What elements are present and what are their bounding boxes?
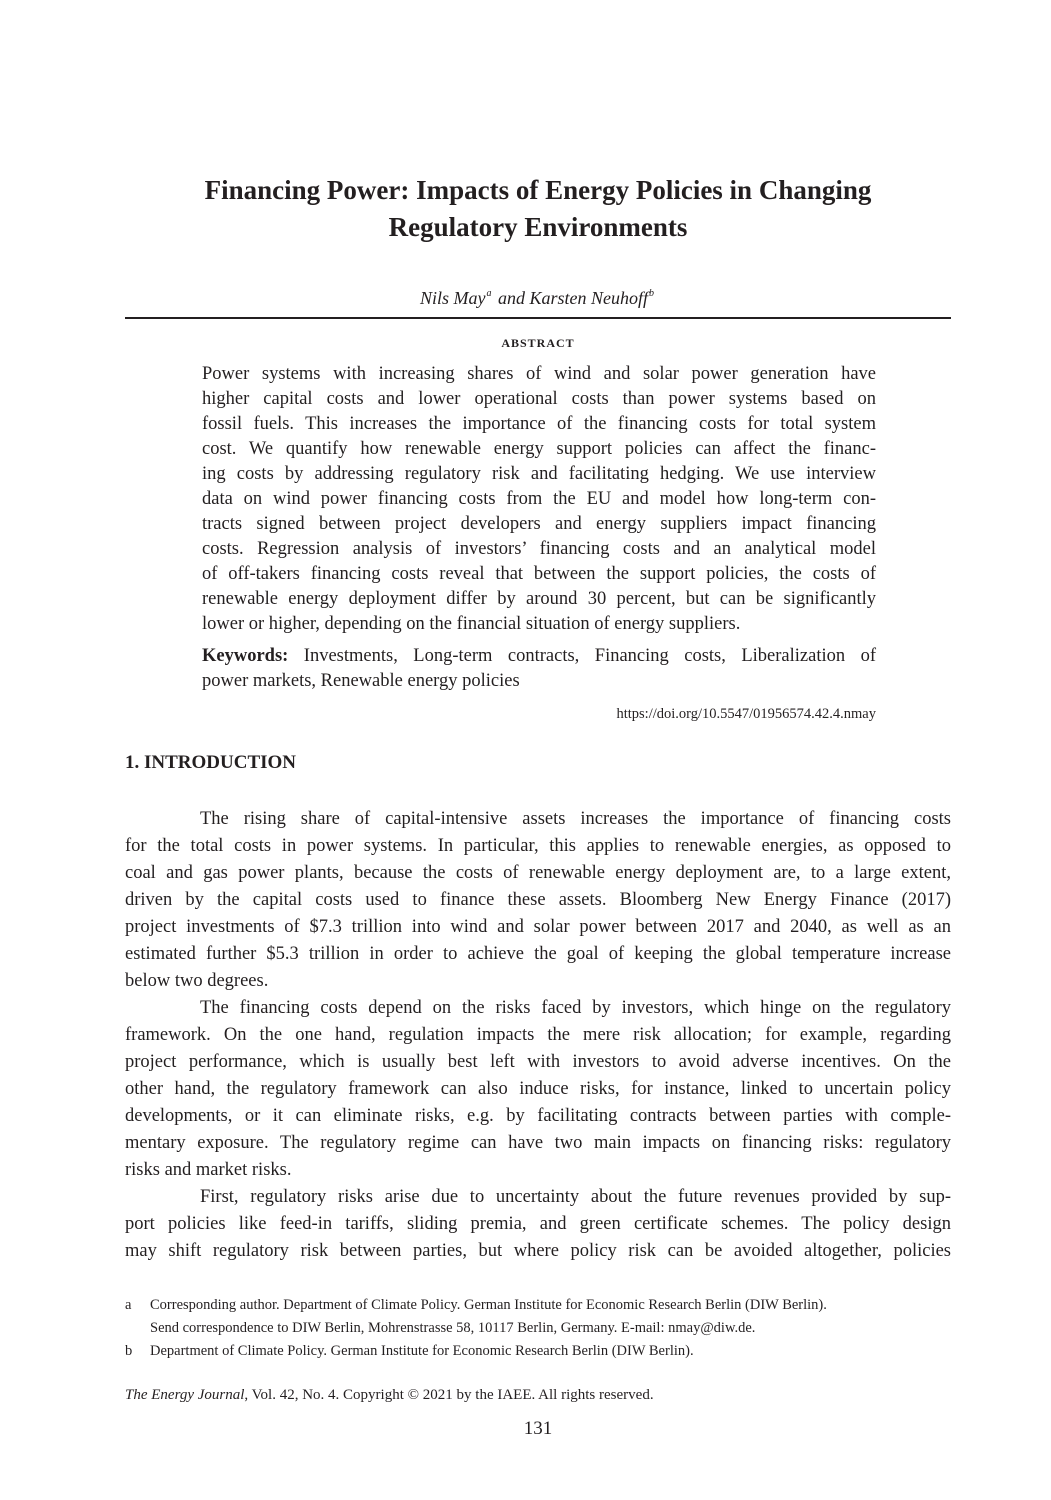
affiliation-mark: a [486,288,492,299]
keywords-label: Keywords: [202,646,289,666]
body-line: port policies like feed-in tariffs, sliding premia, and green certificate schemes. The policy design [125,1214,951,1234]
body-line: risks and market risks. [125,1160,292,1180]
body-line: The financing costs depend on the risks faced by investors, which hinge on the regulatory [200,998,951,1018]
abstract-line: cost. We quantify how renewable energy support policies can affect the financ- [202,439,876,459]
body-line: below two degrees. [125,971,269,991]
journal-citation [125,1387,654,1404]
footnote [125,1294,951,1340]
body-line: project performance, which is usually best left with investors to avoid adverse incentives. On the [125,1052,951,1072]
body-line: mentary exposure. The regulatory regime can have two main impacts on financing risks: regulatory [125,1133,951,1153]
footnote-line: Corresponding author. Department of Climate Policy. German Institute for Economic Research Berlin (DIW Berlin). [150,1297,827,1313]
abstract-line: Power systems with increasing shares of wind and solar power generation have [202,364,876,384]
footnote-line: Department of Climate Policy. German Institute for Economic Research Berlin (DIW Berlin). [150,1343,694,1359]
abstract-line: data on wind power financing costs from the EU and model how long-term con- [202,489,876,509]
section-heading: 1. INTRODUCTION [125,752,297,773]
title-line: Regulatory Environments [388,212,688,242]
body-line: First, regulatory risks arise due to uncertainty about the future revenues provided by sup- [200,1187,951,1207]
footnote-mark: a [125,1297,132,1313]
paragraph [125,995,951,1184]
body-line: for the total costs in power systems. In particular, this applies to renewable energies, as opposed to [125,836,951,856]
footnote [125,1340,951,1363]
abstract-line: of off-takers financing costs reveal that between the support policies, the costs of [202,564,876,584]
paragraph [125,1184,951,1265]
body-line: framework. On the one hand, regulation impacts the mere risk allocation; for example, regarding [125,1025,951,1045]
affiliation-mark: b [649,288,654,299]
body-line: project investments of $7.3 trillion into wind and solar power between 2017 and 2040, as well as an [125,917,951,937]
author-connector: and [493,288,530,308]
footnote-mark: b [125,1343,133,1359]
journal-details: , Vol. 42, No. 4. Copyright © 2021 by the IAEE. All rights reserved. [244,1387,654,1403]
abstract-line: tracts signed between project developers and energy suppliers impact financing [202,514,876,534]
paper-title [125,172,951,246]
body-line: estimated further $5.3 trillion in order to achieve the goal of keeping the global temperature increase [125,944,951,964]
paragraph [125,806,951,995]
abstract-line: fossil fuels. This increases the importance of the financing costs for total system [202,414,876,434]
author-name: Karsten Neuhoff [529,288,648,308]
page-number: 131 [523,1418,553,1439]
body-line: may shift regulatory risk between parties, but where policy risk can be avoided altogether, policies [125,1241,951,1261]
abstract-line: ing costs by addressing regulatory risk and facilitating hedging. We use interview [202,464,876,484]
body-text [125,806,951,1265]
doi-link[interactable]: https://doi.org/10.5547/01956574.42.4.nmay [616,706,876,722]
body-line: other hand, the regulatory framework can also induce risks, for instance, linked to uncertain policy [125,1079,951,1099]
abstract-line: renewable energy deployment differ by around 30 percent, but can be significantly [202,589,876,609]
footnotes [125,1294,951,1363]
abstract-heading: ABSTRACT [501,336,575,350]
header-divider [125,317,951,319]
abstract-block [202,362,876,727]
author-line [125,282,951,310]
body-line: The rising share of capital-intensive assets increases the importance of financing costs [200,809,951,829]
abstract-line: costs. Regression analysis of investors’ financing costs and an analytical model [202,539,876,559]
keywords-text: Investments, Long-term contracts, Financing costs, Liberalization of [288,646,876,666]
body-line: developments, or it can eliminate risks, e.g. by facilitating contracts between parties with comple- [125,1106,951,1126]
journal-name: The Energy Journal [125,1387,245,1403]
title-line: Financing Power: Impacts of Energy Policies in Changing [204,175,872,205]
keywords [202,644,876,694]
abstract-line: higher capital costs and lower operational costs than power systems based on [202,389,876,409]
body-line: coal and gas power plants, because the costs of renewable energy deployment are, to a large extent, [125,863,951,883]
footnote-line: Send correspondence to DIW Berlin, Mohrenstrasse 58, 10117 Berlin, Germany. E-mail: nmay@diw.de. [150,1320,756,1336]
abstract-line: lower or higher, depending on the financial situation of energy suppliers. [202,614,741,634]
author-name: Nils May [419,288,486,308]
body-line: driven by the capital costs used to finance these assets. Bloomberg New Energy Finance (2017) [125,890,951,910]
keywords-text: power markets, Renewable energy policies [202,671,520,691]
